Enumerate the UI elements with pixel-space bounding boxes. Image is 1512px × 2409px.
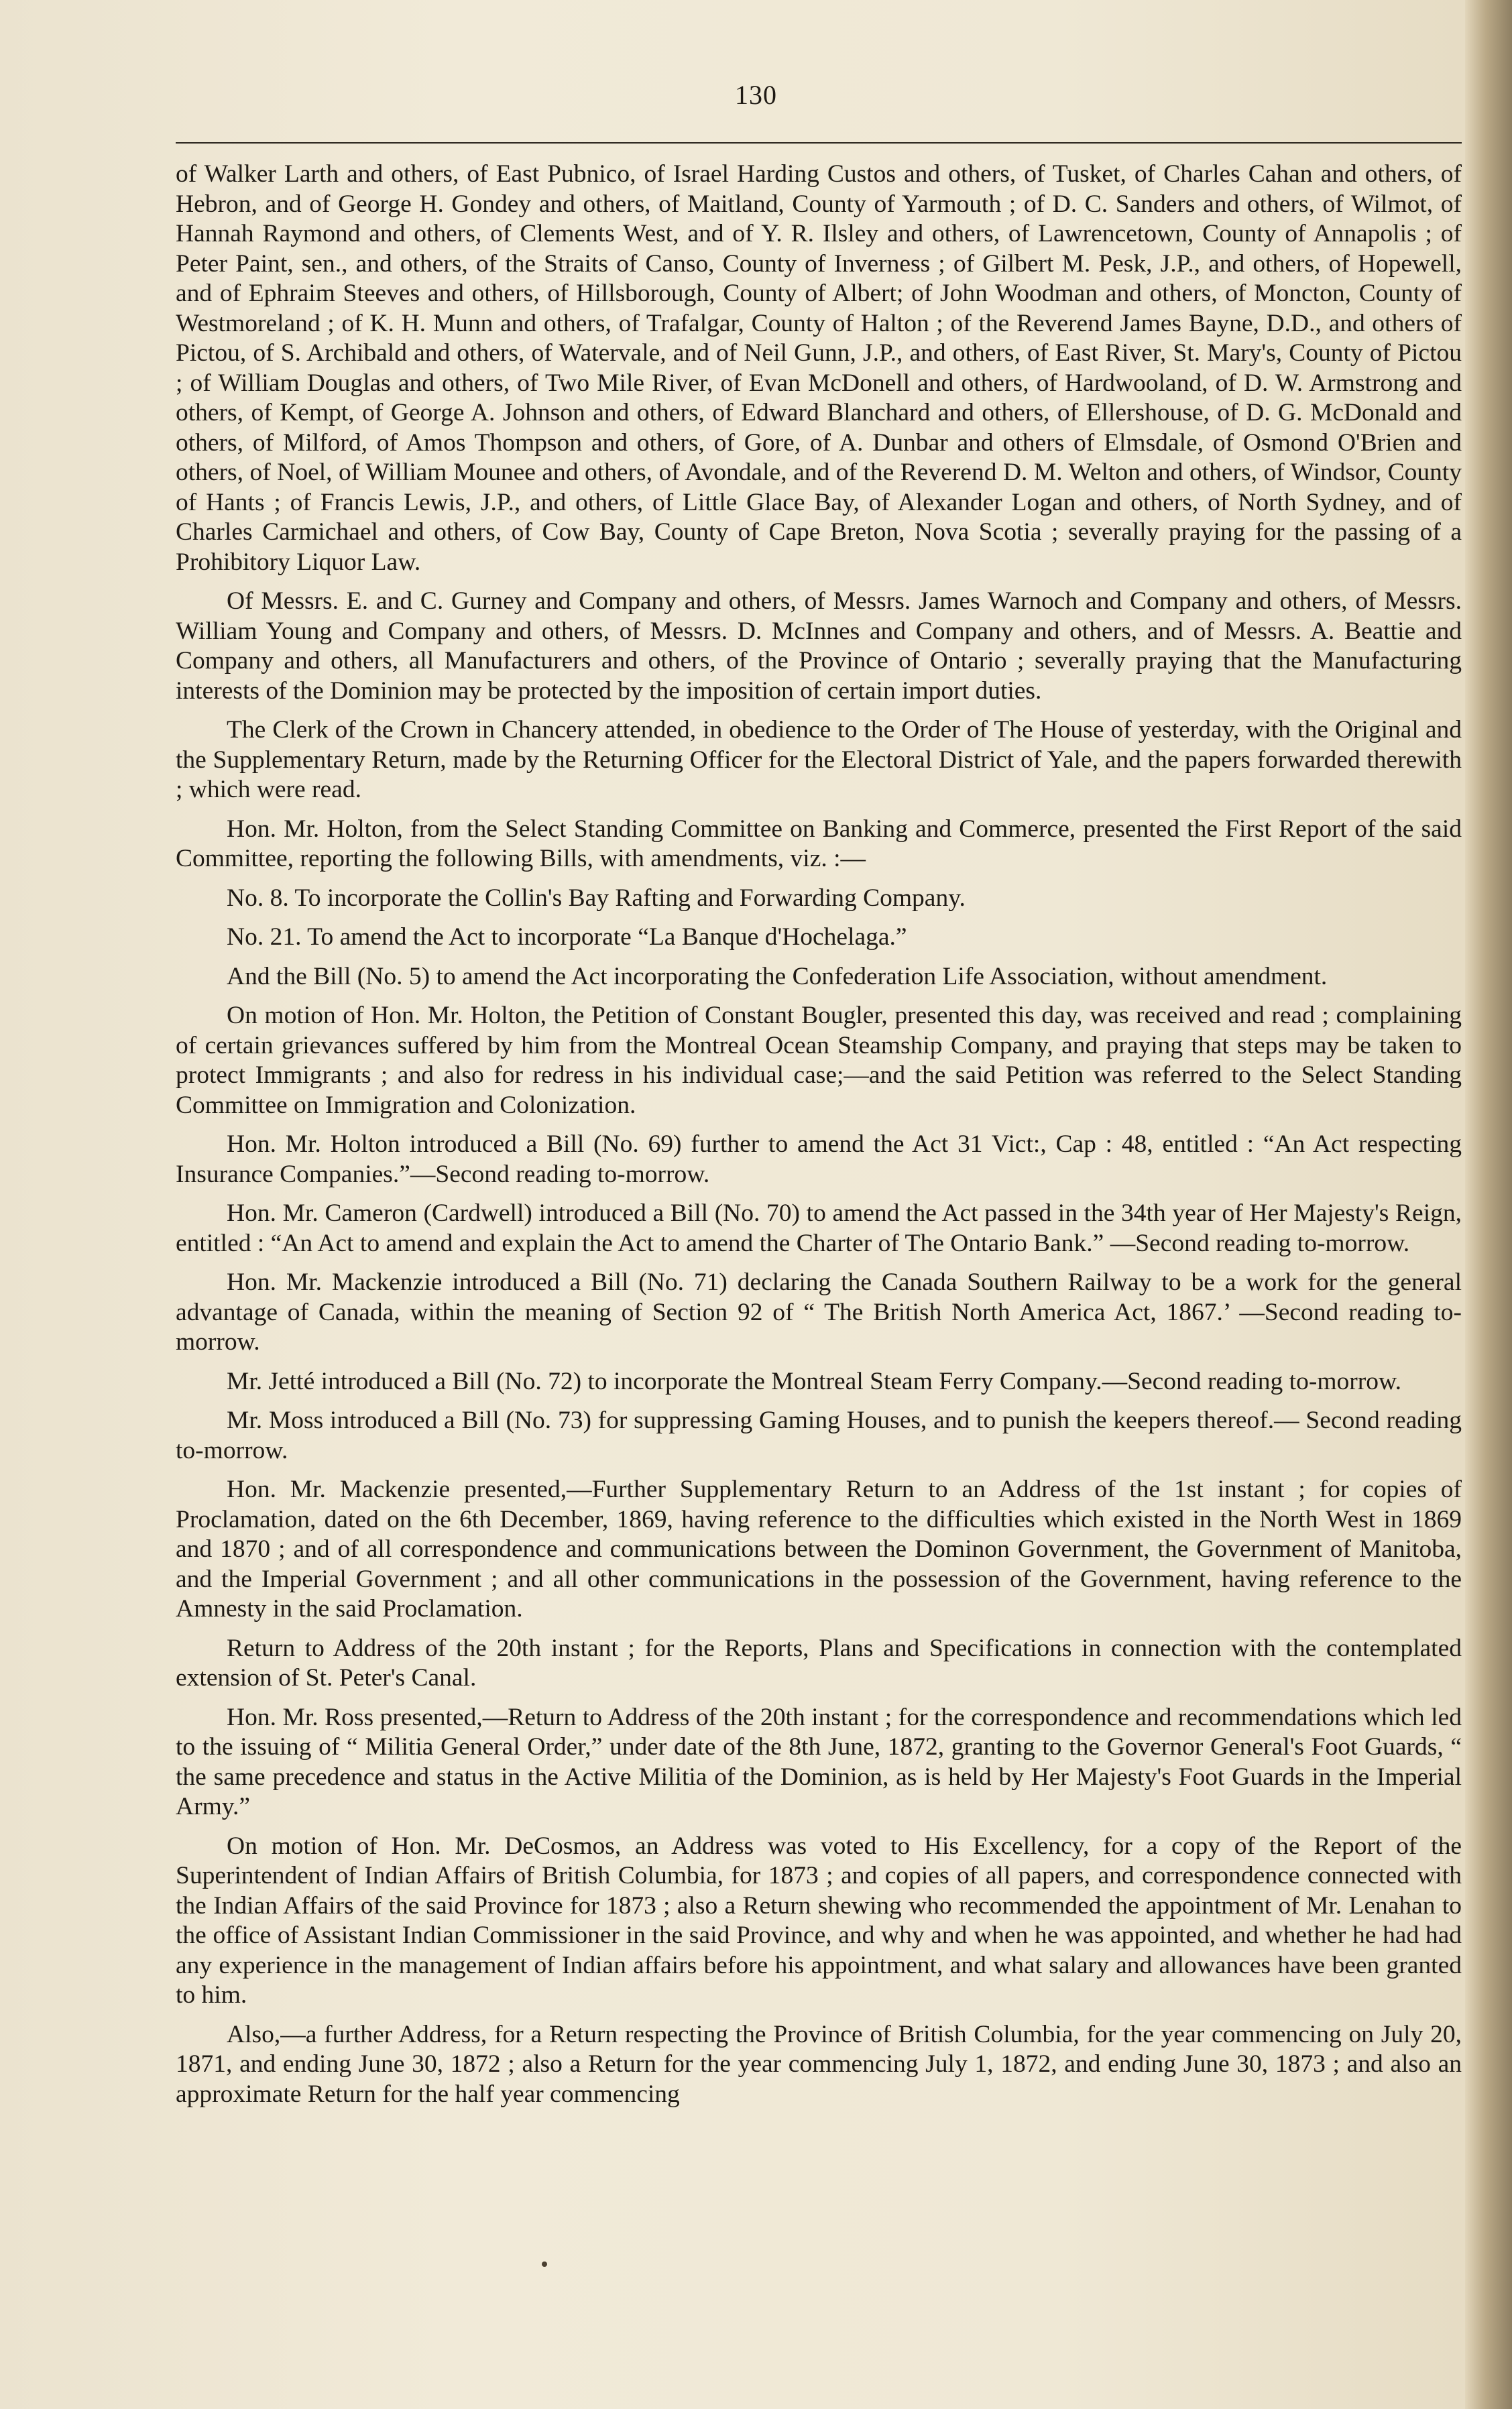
book-gutter <box>1465 0 1512 2409</box>
paragraph-bill-71: Hon. Mr. Mackenzie introduced a Bill (No. 71) declaring the Canada Southern Railway to be a work for the general advantage of Canada, within the meaning of Section 92 of “ The British North America Act, 1867.’ —Second reading to-morrow. <box>176 1269 1462 1356</box>
paragraph-bougler-petition: On motion of Hon. Mr. Holton, the Petition of Constant Bougler, presented this day, was received and read ; complaining of certain grievances suffered by him from the Montreal Ocean Steamship Company, and praying that steps may be taken to protect Immigrants ; and also for redress in his individual case;—and the said Petition was referred to the Select Standing Committee on Immigration and Colonization. <box>176 1002 1462 1119</box>
paragraph-mackenzie-return: Hon. Mr. Mackenzie presented,—Further Supplementary Return to an Address of the 1st instant ; for copies of Proclamation, dated on the 6th December, 1869, having reference to the difficulties which existed in the North West in 1869 and 1870 ; and of all correspondence and communications between the Dominon Government, the Government of Manitoba, and the Imperial Government ; and all other communications in the possession of the Government, having reference to the Amnesty in the said Proclamation. <box>176 1476 1462 1623</box>
paragraph-bill-70: Hon. Mr. Cameron (Cardwell) introduced a Bill (No. 70) to amend the Act passed in the 34th year of Her Majesty's Reign, entitled : “An Act to amend and explain the Act to amend the Charter of The Ontario Bank.” —Second reading to-morrow. <box>176 1199 1462 1257</box>
page-number: 130 <box>735 80 777 110</box>
header-rule <box>176 142 1462 144</box>
paragraph-ross-return: Hon. Mr. Ross presented,—Return to Address of the 20th instant ; for the correspondence and recommendations which led to the issuing of “ Militia General Order,” under date of the 8th June, 1872, granting to the Governor General's Foot Guards, “ the same precedence and status in the Active Militia of the Dominion, as is held by Her Majesty's Foot Guards in the Imperial Army.” <box>176 1703 1462 1820</box>
paragraph-bill-21: No. 21. To amend the Act to incorporate “La Banque d'Hochelaga.” <box>227 923 907 951</box>
paragraph-bill-8: No. 8. To incorporate the Collin's Bay Rafting and Forwarding Company. <box>227 884 966 912</box>
paragraph-decosmos-address: On motion of Hon. Mr. DeCosmos, an Address was voted to His Excellency, for a copy of the Report of the Superintendent of Indian Affairs of British Columbia, for 1873 ; and copies of all papers, and correspondence connected with the Indian Affairs of the said Province for 1873 ; also a Return shewing who recommended the appointment of Mr. Lenahan to the office of Assistant Indian Commissioner in the said Province, and why and when he was appointed, and whether he had had any experience in the management of Indian affairs before his appointment, and what salary and allowances have been granted to him. <box>176 1832 1462 2009</box>
paragraph-gurney-petition: Of Messrs. E. and C. Gurney and Company and others, of Messrs. James Warnoch and Company and others, of Messrs. William Young and Company and others, of Messrs. D. McInnes and Company and others, and of Messrs. A. Beattie and Company and others, all Manufacturers and others, of the Province of Ontario ; severally praying that the Manufacturing interests of the Dominion may be protected by the imposition of certain import duties. <box>176 587 1462 705</box>
journal-text <box>176 160 1462 2119</box>
ink-speck <box>542 2261 547 2267</box>
paragraph-holton-banking: Hon. Mr. Holton, from the Select Standing Committee on Banking and Commerce, presented the First Report of the said Committee, reporting the following Bills, with amendments, viz. :— <box>176 815 1462 872</box>
paragraph-petitions-continued: of Walker Larth and others, of East Pubnico, of Israel Harding Custos and others, of Tusket, of Charles Cahan and others, of Hebron, and of George H. Gondey and others, of Maitland, County of Yarmouth ; of D. C. Sanders and others, of Wilmot, of Hannah Raymond and others, of Clements West, and of Y. R. Ilsley and others, of Lawrencetown, County of Annapolis ; of Peter Paint, sen., and others, of the Straits of Canso, County of Inverness ; of Gilbert M. Pesk, J.P., and others, of Hopewell, and of Ephraim Steeves and others, of Hillsborough, County of Albert; of John Woodman and others, of Moncton, County of Westmoreland ; of K. H. Munn and others, of Trafalgar, County of Halton ; of the Reverend James Bayne, D.D., and others of Pictou, of S. Archibald and others, of Watervale, and of Neil Gunn, J.P., and others, of East River, St. Mary's, County of Pictou ; of William Douglas and others, of Two Mile River, of Evan McDonell and others, of Hardwooland, of D. W. Armstrong and others, of Kempt, of George A. Johnson and others, of Edward Blanchard and others, of Ellershouse, of D. G. McDonald and others, of Milford, of Amos Thompson and others, of Gore, of A. Dunbar and others of Elmsdale, of Osmond O'Brien and others, of Noel, of William Mounee and others, of Avondale, and of the Reverend D. M. Welton and others, of Windsor, County of Hants ; of Francis Lewis, J.P., and others, of Little Glace Bay, of Alexander Logan and others, of North Sydney, and of Charles Carmichael and others, of Cow Bay, County of Cape Breton, Nova Scotia ; severally praying for the passing of a Prohibitory Liquor Law. <box>176 160 1462 576</box>
paragraph-bill-72: Mr. Jetté introduced a Bill (No. 72) to incorporate the Montreal Steam Ferry Company.—Second reading to-morrow. <box>227 1367 1402 1395</box>
paragraph-bill-5: And the Bill (No. 5) to amend the Act incorporating the Confederation Life Association, without amendment. <box>227 962 1328 990</box>
paragraph-st-peters-canal: Return to Address of the 20th instant ; for the Reports, Plans and Specifications in connection with the contemplated extension of St. Peter's Canal. <box>176 1634 1462 1692</box>
paragraph-further-address: Also,—a further Address, for a Return respecting the Province of British Columbia, for the year commencing on July 20, 1871, and ending June 30, 1872 ; also a Return for the year commencing July 1, 1872, and ending June 30, 1873 ; and also an approximate Return for the half year commencing <box>176 2020 1462 2108</box>
paragraph-clerk-crown: The Clerk of the Crown in Chancery attended, in obedience to the Order of The House of yesterday, with the Original and the Supplementary Return, made by the Returning Officer for the Electoral District of Yale, and the papers forwarded therewith ; which were read. <box>176 716 1462 803</box>
paragraph-bill-73: Mr. Moss introduced a Bill (No. 73) for suppressing Gaming Houses, and to punish the keepers thereof.— Second reading to-morrow. <box>176 1407 1462 1464</box>
paragraph-bill-69: Hon. Mr. Holton introduced a Bill (No. 69) further to amend the Act 31 Vict:, Cap : 48, entitled : “An Act respecting Insurance Companies.”—Second reading to-morrow. <box>176 1130 1462 1188</box>
